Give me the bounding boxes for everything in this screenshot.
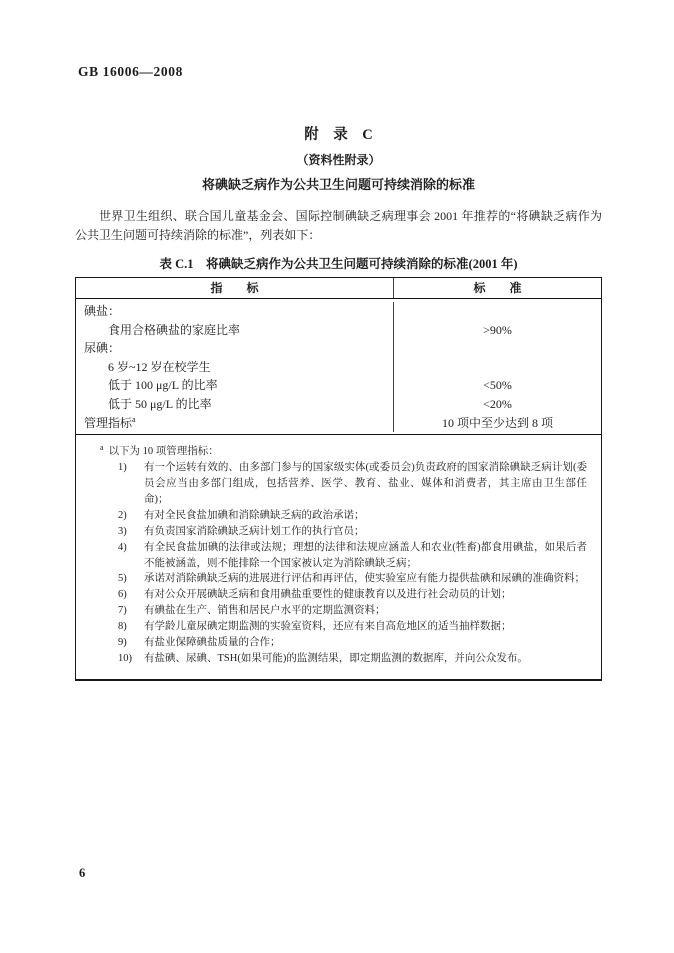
- appendix-title: 附 录 C: [304, 127, 373, 143]
- table-footnote: [76, 434, 601, 679]
- standard-cell: [394, 302, 601, 321]
- footnote-item: [76, 540, 591, 572]
- footnote-item-text: 有对公众开展碘缺乏病和食用碘盐重要性的健康教育以及进行社会动员的计划；: [144, 589, 512, 601]
- footnote-item: [76, 524, 591, 540]
- indicator-cell: 6 岁~12 岁在校学生: [76, 358, 394, 377]
- intro-paragraph: 世界卫生组织、联合国儿童基金会、国际控制碘缺乏病理事会 2001 年推荐的“将碘缺乏病作为公共卫生问题可持续消除的标准”，列表如下：: [75, 209, 602, 242]
- indicator-cell: 碘盐：: [76, 302, 394, 321]
- footnote-item-text: 有对全民食盐加碘和消除碘缺乏病的政治承诺；: [144, 509, 365, 521]
- footnote-item-text: 有碘盐在生产、销售和居民户水平的定期监测资料；: [144, 605, 386, 617]
- indicator-cell: [76, 414, 394, 433]
- page-content: [75, 0, 602, 681]
- footnote-item-text: 有盐碘、尿碘、TSH(如果可能)的监测结果，即定期监测的数据库，并向公众发布。: [144, 652, 528, 664]
- table-row: [76, 302, 601, 321]
- document-code: GB 16006—2008: [78, 64, 183, 79]
- indicator-column-header: 指 标: [76, 278, 394, 298]
- footnote-item: [76, 651, 591, 667]
- standard-cell: <20%: [483, 396, 512, 411]
- table-header-row: [76, 278, 601, 299]
- footnote-item-number: 7): [118, 605, 127, 617]
- table-row: [76, 321, 601, 340]
- footnote-item-number: 4): [118, 541, 127, 553]
- footnote-item-number: 3): [118, 525, 127, 537]
- appendix-subtitle: （资料性附录）: [296, 153, 381, 167]
- standard-cell: >90%: [483, 322, 512, 337]
- table-row: [76, 358, 601, 377]
- indicator-cell: 尿碘：: [76, 339, 394, 358]
- footnote-item-number: 1): [118, 462, 127, 474]
- footnote-item-number: 5): [118, 573, 127, 585]
- table-row: [76, 376, 601, 395]
- footnote-item: [76, 571, 591, 587]
- standard-column-header: 标 准: [473, 281, 522, 295]
- footnote-item-number: 2): [118, 509, 127, 521]
- table-caption: 表 C.1 将碘缺乏病作为公共卫生问题可持续消除的标准(2001 年): [159, 257, 518, 271]
- footnote-item-text: 有全民食盐加碘的法律或法规；理想的法律和法规应涵盖人和农业(牲畜)都食用碘盐，如果后者不能被涵盖，则不能排除一个国家被认定为消除碘缺乏病；: [144, 541, 587, 569]
- criteria-table: [75, 277, 602, 681]
- table-row: [76, 395, 601, 414]
- footnote-item-number: 6): [118, 589, 127, 601]
- footnote-item-number: 8): [118, 621, 127, 633]
- footnote-item-text: 有盐业保障碘盐质量的合作；: [144, 637, 281, 649]
- footnote-item: [76, 508, 591, 524]
- footnote-item: [76, 460, 591, 508]
- standard-cell: [394, 358, 601, 377]
- standard-cell: 10 项中至少达到 8 项: [441, 415, 553, 430]
- indicator-label: 管理指标: [84, 415, 133, 430]
- footnote-item: [76, 587, 591, 603]
- footnote-lead-text: 以下为 10 项管理指标：: [108, 446, 219, 458]
- indicator-cell: 低于 100 μg/L 的比率: [76, 376, 394, 395]
- indicator-cell: 食用合格碘盐的家庭比率: [76, 321, 394, 340]
- footnote-item-text: 有负责国家消除碘缺乏病计划工作的执行官员；: [144, 525, 365, 537]
- footnote-item-text: 承诺对消除碘缺乏病的进展进行评估和再评估，使实验室应有能力提供盐碘和尿碘的准确资料；: [144, 573, 585, 585]
- table-row: [76, 339, 601, 358]
- indicator-cell: 低于 50 μg/L 的比率: [76, 395, 394, 414]
- table-row: [76, 414, 601, 433]
- footnote-item: [76, 603, 591, 619]
- standard-cell: [394, 339, 601, 358]
- footnote-item-number: 10): [118, 652, 132, 664]
- appendix-heading: 将碘缺乏病作为公共卫生问题可持续消除的标准: [201, 177, 475, 192]
- footnote-item-text: 有学龄儿童尿碘定期监测的实验室资料，还应有来自高危地区的适当抽样数据；: [144, 621, 512, 633]
- footnote-item: [76, 635, 591, 651]
- footnote-item-text: 有一个运转有效的、由多部门参与的国家级实体(或委员会)负责政府的国家消除碘缺乏病计划(委员会应当由多部门组成，包括营养、医学、教育、盐业、媒体和消费者，其主席由卫生部任命)；: [144, 462, 587, 505]
- standard-cell: <50%: [483, 378, 512, 393]
- footnote-lead: [76, 444, 591, 460]
- footnote-marker: a: [100, 442, 104, 452]
- footnote-item-number: 9): [118, 637, 127, 649]
- footnote-marker-ref: a: [132, 414, 136, 424]
- table-body: [76, 299, 601, 434]
- page-number: 6: [79, 866, 86, 880]
- footnote-item: [76, 619, 591, 635]
